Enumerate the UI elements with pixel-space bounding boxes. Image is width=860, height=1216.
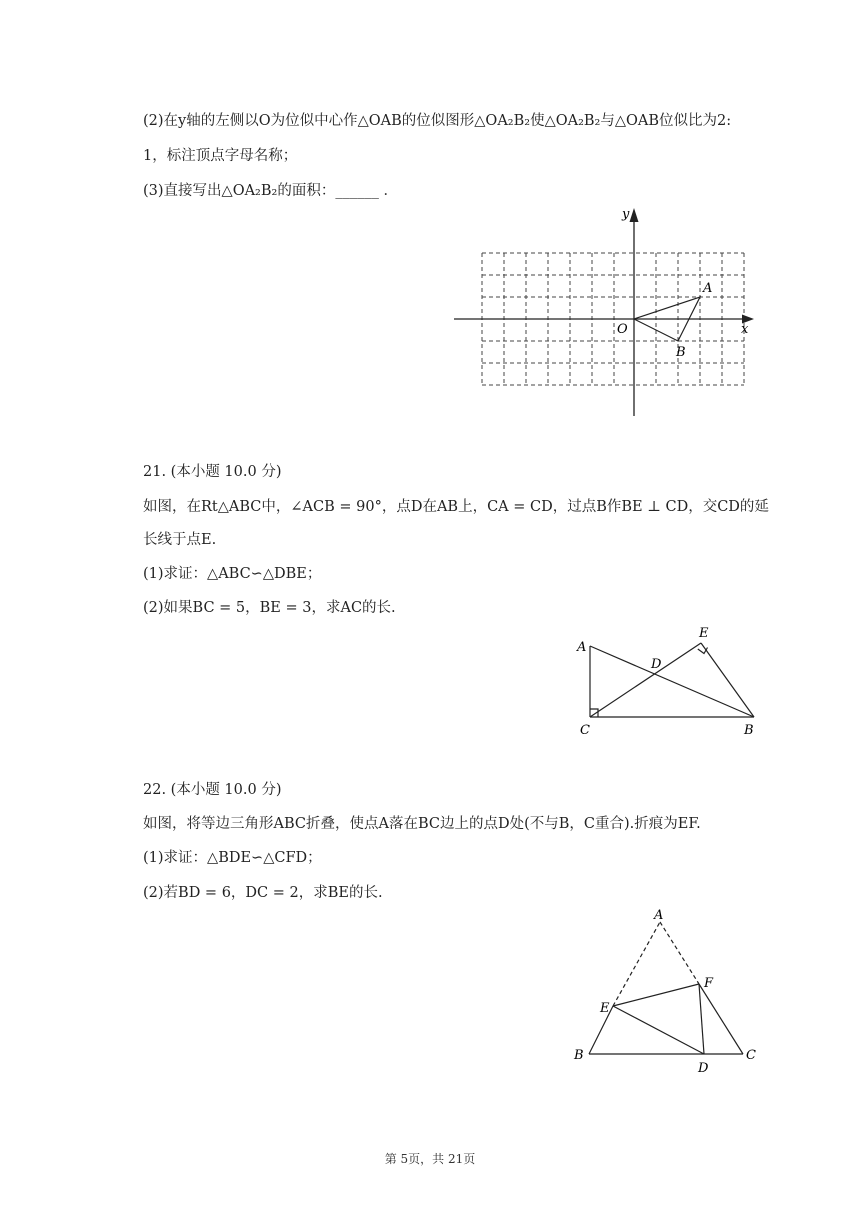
q21-figure (570, 620, 770, 745)
q21-part1: (1)求证：△ABC∽△DBE； (143, 566, 322, 582)
segment-ab (590, 646, 754, 717)
point-b-label: B (574, 1048, 584, 1063)
segment-ed (613, 1006, 704, 1054)
segment-ce (590, 643, 701, 717)
q21-stem-line1: 如图，在Rt△ABC中，∠ACB = 90°，点D在AB上，CA = CD，过点B作BE ⊥ CD，交CD的延 (143, 499, 769, 515)
point-f-label: F (704, 976, 714, 991)
q20-part2-line1: (2)在y轴的左侧以O为位似中心作△OAB的位似图形△OA₂B₂使△OA₂B₂与△OAB位似比为2: (143, 113, 732, 129)
point-a-label: A (654, 908, 664, 923)
q20-part2-line2: 1，标注顶点字母名称； (143, 148, 298, 164)
segment-fc (699, 984, 743, 1054)
q22-header: 22. (本小题 10.0 分) (143, 782, 282, 798)
point-d-label: D (698, 1061, 709, 1076)
q21-part2: (2)如果BC = 5，BE = 3，求AC的长. (143, 600, 396, 616)
point-a-label: A (577, 640, 587, 655)
point-c-label: C (580, 723, 590, 738)
point-c-label: C (746, 1048, 756, 1063)
q21-stem-line2: 长线于点E. (143, 532, 217, 548)
y-axis-label: y (622, 207, 630, 222)
dashed-af (660, 922, 699, 984)
point-b-label: B (744, 723, 754, 738)
point-e-label: E (600, 1001, 610, 1016)
point-b-label: B (676, 345, 686, 360)
q22-stem: 如图，将等边三角形ABC折叠，使点A落在BC边上的点D处(不与B，C重合).折痕为EF. (143, 816, 701, 832)
segment-fd (699, 984, 704, 1054)
fold-line-ef (613, 984, 699, 1006)
point-d-label: D (651, 657, 662, 672)
point-e-label: E (699, 626, 709, 641)
page-footer: 第 5页，共 21页 (384, 1152, 476, 1166)
q22-figure (570, 900, 770, 1080)
q20-part3: (3)直接写出△OA₂B₂的面积：______ ． (143, 183, 398, 199)
x-axis-label: x (741, 322, 749, 337)
q21-header: 21. (本小题 10.0 分) (143, 464, 282, 480)
q20-grid-figure (450, 200, 760, 420)
dashed-ae (613, 922, 660, 1006)
y-axis-arrow (630, 208, 639, 222)
point-a-label: A (703, 281, 713, 296)
q22-part1: (1)求证：△BDE∽△CFD； (143, 850, 322, 866)
point-o-label: O (617, 322, 628, 337)
q22-part2: (2)若BD = 6，DC = 2，求BE的长. (143, 885, 383, 901)
right-angle-e (698, 648, 708, 654)
